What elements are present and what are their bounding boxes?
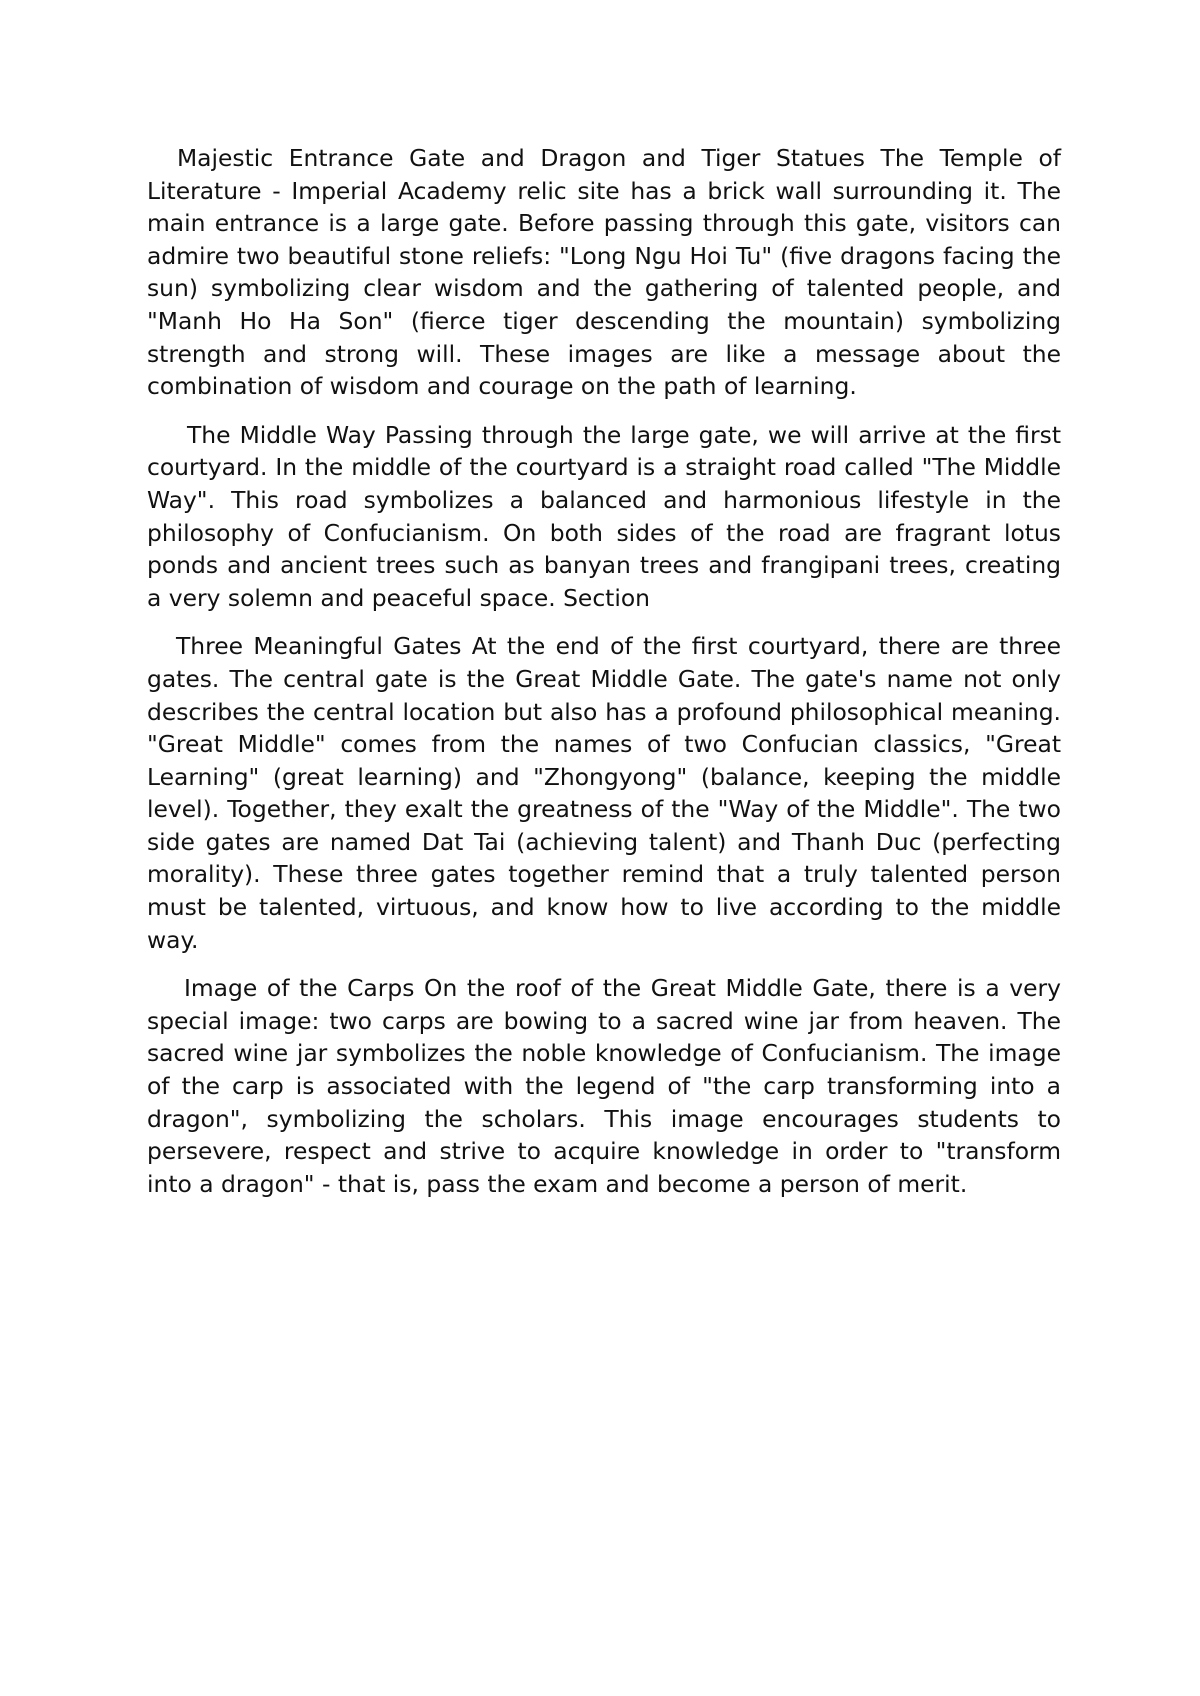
paragraph-middle-way: The Middle Way Passing through the large gate, we will arrive at the first courtyard. In the middle of the courtyard is a straight road called "The Middle Way". This road symbolizes a balanced and harmonious lifestyle in the philosophy of Confucianism. On both sides of the road are fragrant lotus ponds and ancient trees such as banyan trees and frangipani trees, creating a very solemn and peaceful space. Section [147,420,1061,612]
document-body [147,142,1061,1216]
paragraph-entrance-gate: Majestic Entrance Gate and Dragon and Tiger Statues The Temple of Literature - Imperial Academy relic site has a brick wall surrounding it. The main entrance is a large gate. Before passing through this gate, visitors can admire two beautiful stone reliefs: "Long Ngu Hoi Tu" (five dragons facing the sun) symbolizing clear wisdom and the gathering of talented people, and "Manh Ho Ha Son" (fierce tiger descending the mountain) symbolizing strength and strong will. These images are like a message about the combination of wisdom and courage on the path of learning. [147,144,1061,401]
paragraph-carps: Image of the Carps On the roof of the Great Middle Gate, there is a very special image: two carps are bowing to a sacred wine jar from heaven. The sacred wine jar symbolizes the noble knowledge of Confucianism. The image of the carp is associated with the legend of "the carp transforming into a dragon", symbolizing the scholars. This image encourages students to persevere, respect and strive to acquire knowledge in order to "transform into a dragon" - that is, pass the exam and become a person of merit. [147,974,1061,1198]
paragraph-three-gates: Three Meaningful Gates At the end of the first courtyard, there are three gates. The central gate is the Great Middle Gate. The gate's name not only describes the central location but also has a profound philosophical meaning. "Great Middle" comes from the names of two Confucian classics, "Great Learning" (great learning) and "Zhongyong" (balance, keeping the middle level). Together, they exalt the greatness of the "Way of the Middle". The two side gates are named Dat Tai (achieving talent) and Thanh Duc (perfecting morality). These three gates together remind that a truly talented person must be talented, virtuous, and know how to live according to the middle way. [147,632,1061,954]
